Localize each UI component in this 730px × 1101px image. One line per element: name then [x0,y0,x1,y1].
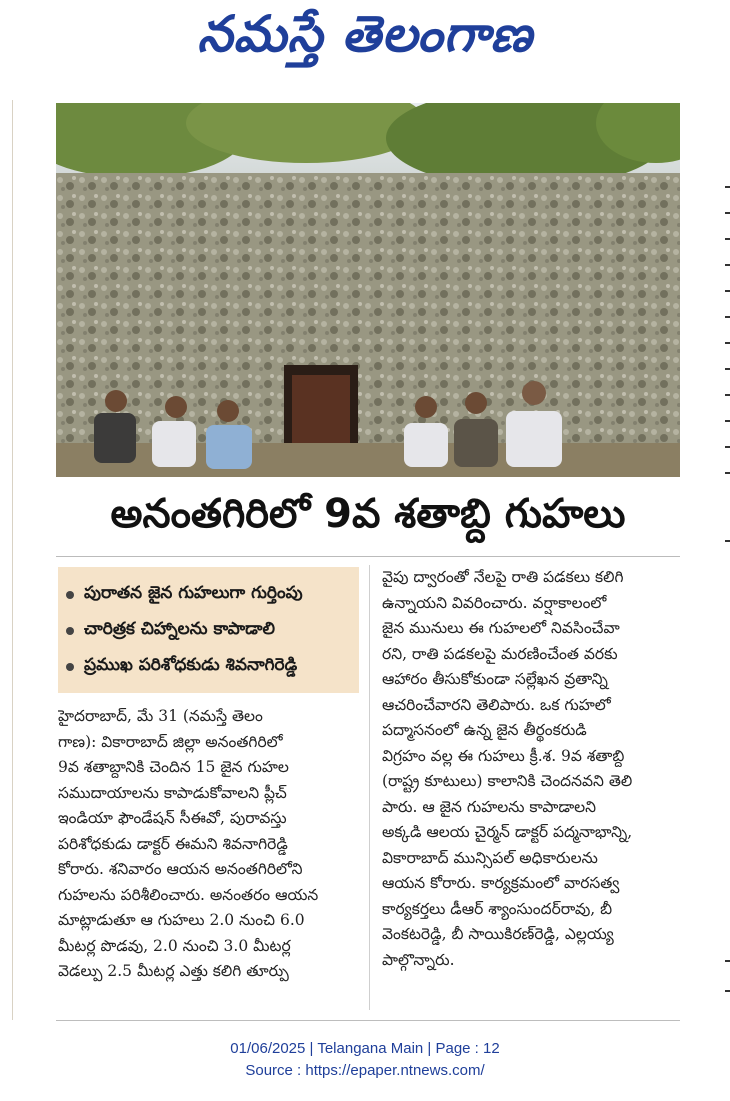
article-line: అక్కడి ఆలయ చైర్మన్ డాక్టర్ పద్మనాభాన్ని, [382,823,633,841]
article-line: పరిశోధకుడు డాక్టర్ ఈమని శివనాగిరెడ్డి [58,834,288,853]
column-divider [369,565,370,1010]
summary-box [58,567,359,693]
cave-photo-illustration [56,103,680,477]
masthead [0,0,730,80]
source-link[interactable]: Source : https://epaper.ntnews.com/ [245,1062,485,1079]
article-line: మాట్లాడుతూ ఆ గుహలు 2.0 నుంచి 6.0 [58,911,305,929]
article-line: 9వ శతాబ్దానికి చెందిన 15 జైన గుహల [58,758,289,776]
bullet-icon [66,627,74,635]
article-line: విగ్రహం వల్ల ఈ గుహలు క్రీ.శ. 9వ శతాబ్ది [382,746,625,765]
article-line: ఆచరించేవారని తెలిపారు. ఒక గుహలో [382,695,611,714]
summary-text: చారిత్రక చిహ్నాలను కాపాడాలి [84,619,275,639]
article-line: వికారాబాద్ మున్సిపల్ అధికారులను [382,848,598,867]
headline: అనంతగిరిలో 9వ శతాబ్ది గుహలు [110,491,626,537]
left-column-rule [12,100,13,1020]
article-line: కార్యకర్తలు డీఆర్ శ్యాంసుందర్‌రావు, బీ [382,899,613,918]
edition-info: 01/06/2025 | Telangana Main | Page : 12 [230,1040,500,1057]
headline-rule [56,556,680,557]
article-line: హైదరాబాద్, మే 31 (నమస్తే తెలం [58,707,263,725]
article-line: సముదాయాలను కాపాడుకోవాలని ప్లీచ్ [58,783,287,802]
summary-text: ప్రముఖ పరిశోధకుడు శివనాగిరెడ్డి [84,655,298,675]
summary-text: పురాతన జైన గుహలుగా గుర్తింపు [84,583,303,603]
footer-rule [56,1020,680,1021]
adjacent-article-edge [722,100,730,1020]
article-line: రని, రాతి పడకలపై మరణించేంత వరకు [382,644,618,663]
article-line: గాణ): వికారాబాద్ జిల్లా అనంతగిరిలో [58,732,283,751]
article-line: పాల్గొన్నారు. [382,950,455,969]
article-line: మీటర్ల పొడవు, 2.0 నుంచి 3.0 మీటర్ల [58,936,291,955]
summary-item [66,577,351,613]
article-line: కోరారు. శనివారం ఆయన అనంతగిరిలోని [58,860,303,878]
bullet-icon [66,591,74,599]
article-line: గుహలను పరిశీలించారు. అనంతరం ఆయన [58,885,319,904]
article-line: వెడల్పు 2.5 మీటర్ల ఎత్తు కలిగి తూర్పు [58,962,289,980]
article-line: (రాష్ట్ర కూటులు) కాలానికి చెందనవని తెలి [382,772,633,790]
summary-item [66,613,351,649]
newspaper-title: నమస్తే తెలంగాణ [197,4,533,63]
article-line: జైన మునులు ఈ గుహలలో నివసించేవా [382,619,620,637]
cave-photo [56,103,680,477]
article-column-right [382,565,682,973]
summary-item [66,649,351,685]
bullet-icon [66,663,74,671]
article-line: ఉన్నాయని వివరించారు. వర్షాకాలంలో [382,593,607,612]
article-line: పద్మాసనంలో ఉన్న జైన తీర్థంకరుడి [382,721,587,739]
article-column-left [58,704,358,985]
article-line: వెంకటరెడ్డి, బీ సాయికిరణ్‌రెడ్డి, ఎల్లయ్య [382,925,614,943]
article-line: ఆయన కోరారు. కార్యక్రమంలో వారసత్వ [382,874,620,892]
article-line: ఆహారం తీసుకోకుండా సల్లేఖన వ్రతాన్ని [382,670,608,688]
article-line: పారు. ఆ జైన గుహలను కాపాడాలని [382,797,597,816]
article-line: ఇండియా ఫౌండేషన్ సీఈవో, పురావస్తు [58,809,287,827]
article-line: వైపు ద్వారంతో నేలపై రాతి పడకలు కలిగి [382,568,624,586]
